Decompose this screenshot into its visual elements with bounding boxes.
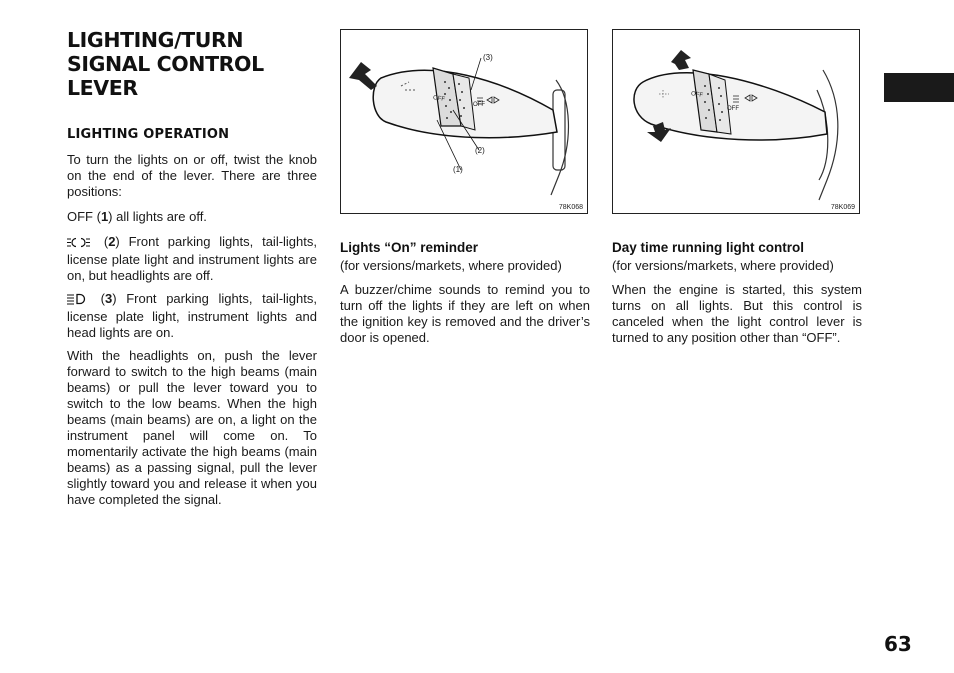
drl-heading: Day time running light control bbox=[612, 240, 804, 255]
title-line-1: LIGHTING/TURN bbox=[67, 28, 244, 52]
drl-lever-illustration bbox=[613, 30, 861, 215]
position-3-paragraph: (3) Front parking lights, tail-lights, license plate light, instrument lights and head lights are on. bbox=[67, 291, 317, 340]
position-2-paragraph: (2) Front parking lights, tail-lights, license plate light and instrument lights are on, but headlights are off. bbox=[67, 234, 317, 283]
section-thumb-tab bbox=[884, 73, 954, 102]
lights-reminder-body: A buzzer/chime sounds to remind you to turn off the lights if they are left on when the ignition key is removed and the driver’s door is opened. bbox=[340, 282, 590, 345]
lever-knob-illustration bbox=[341, 30, 589, 215]
high-beam-paragraph: With the headlights on, push the lever forward to switch to the high beams (main beams) or pull the lever toward you to switch to the low beams. When the high beams (main beams) are on, a light on the instrument panel will come on. To momentarily activate the high beams (main beams) as a passing signal, pull the lever slightly toward you and release it when you have completed the signal. bbox=[67, 348, 317, 507]
lights-reminder-heading: Lights “On” reminder bbox=[340, 240, 479, 255]
parking-light-icon bbox=[67, 236, 93, 252]
intro-paragraph: To turn the lights on or off, twist the knob on the end of the lever. There are three positions: bbox=[67, 152, 317, 199]
callout-3: (3) bbox=[483, 53, 493, 62]
callout-2: (2) bbox=[475, 146, 485, 155]
figure-lever-knob bbox=[340, 29, 588, 214]
drl-note: (for versions/markets, where provided) bbox=[612, 258, 834, 273]
position-off-paragraph: OFF (1) all lights are off. bbox=[67, 209, 207, 224]
figure-code-2: 78K069 bbox=[830, 204, 855, 211]
title-line-2: SIGNAL CONTROL bbox=[67, 52, 264, 76]
drl-body: When the engine is started, this system turns on all lights. But this control is canceled when the light control lever is turned to any position other than “OFF”. bbox=[612, 282, 862, 345]
figure-drl-lever bbox=[612, 29, 860, 214]
page-title bbox=[67, 28, 317, 100]
section-heading: LIGHTING OPERATION bbox=[67, 127, 230, 142]
headlight-icon bbox=[67, 293, 89, 309]
page-number: 63 bbox=[884, 632, 912, 656]
knob-off-label-2: OFF bbox=[690, 91, 704, 99]
lights-reminder-note: (for versions/markets, where provided) bbox=[340, 258, 562, 273]
lever-off-label: OFF bbox=[473, 102, 485, 108]
knob-off-label: OFF bbox=[432, 95, 446, 103]
title-line-3: LEVER bbox=[67, 76, 138, 100]
lever-off-label-2: OFF bbox=[727, 106, 739, 112]
callout-1: (1) bbox=[453, 165, 463, 174]
figure-code-1: 78K068 bbox=[558, 204, 583, 211]
